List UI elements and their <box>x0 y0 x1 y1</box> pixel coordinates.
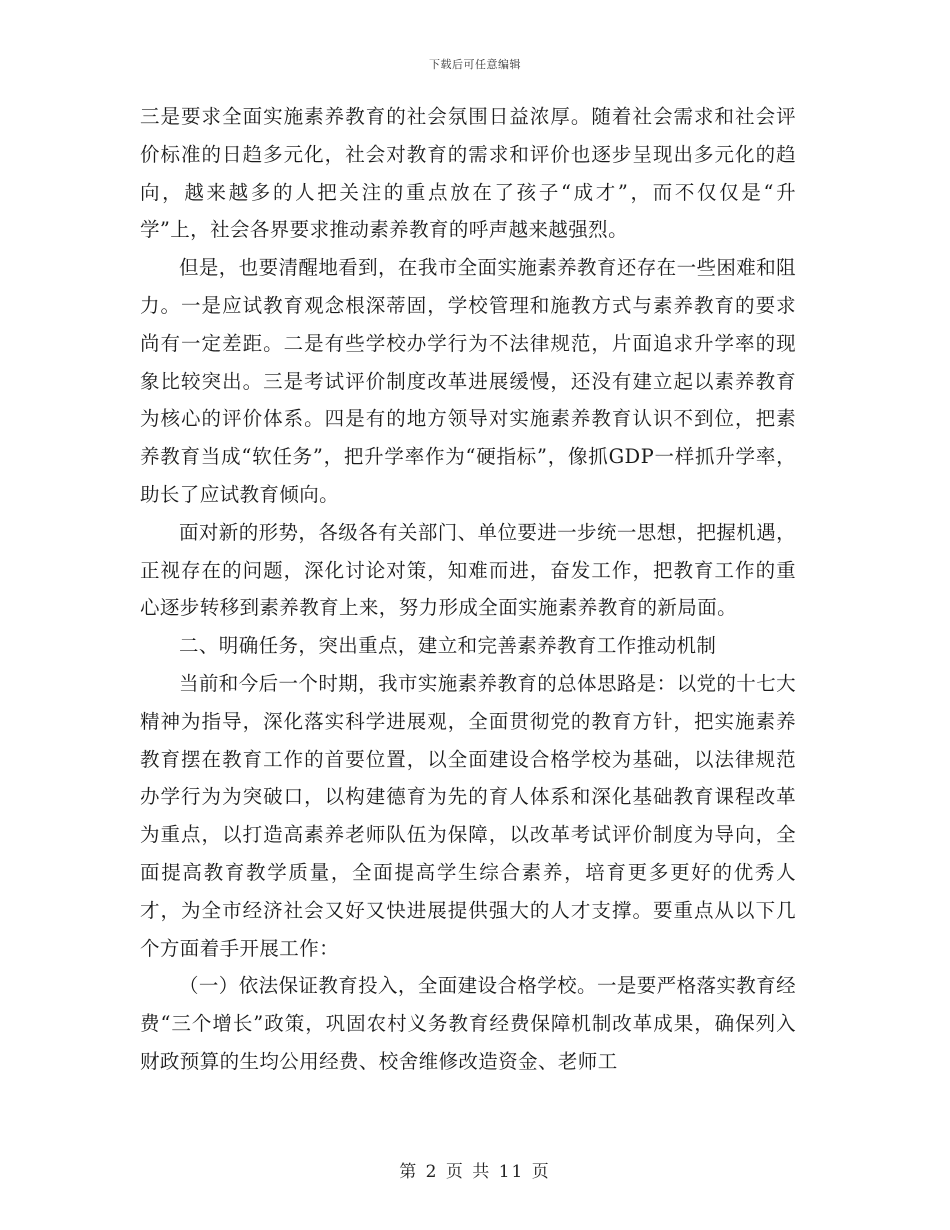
paragraph-4: 当前和今后一个时期，我市实施素养教育的总体思路是：以党的十七大精神为指导，深化落实科学进展观，全面贯彻党的教育方针，把实施素养教育摆在教育工作的首要位置，以全面建设合格学校为基础，以法律规范办学行为为突破口，以构建德育为先的育人体系和深化基础教育课程改革为重点，以打造高素养老师队伍为保障，以改革考试评价制度为导向，全面提高教育教学质量，全面提高学生综合素养，培育更多更好的优秀人才，为全市经济社会又好又快进展提供强大的人才支撑。要重点从以下几个方面着手开展工作： <box>140 671 796 960</box>
page-number: 第 2 页 共 11 页 <box>399 1162 551 1182</box>
paragraph-2: 但是，也要清醒地看到，在我市全面实施素养教育还存在一些困难和阻力。一是应试教育观念根深蒂固，学校管理和施教方式与素养教育的要求尚有一定差距。二是有些学校办学行为不法律规范，片面追求升学率的现象比较突出。三是考试评价制度改革进展缓慢，还没有建立起以素养教育为核心的评价体系。四是有的地方领导对实施素养教育认识不到位，把素养教育当成“软任务”，把升学率作为“硬指标”，像抓GDP一样抓升学率，助长了应试教育倾向。 <box>140 256 796 506</box>
paragraph-3: 面对新的形势，各级各有关部门、单位要进一步统一思想，把握机遇，正视存在的问题，深化讨论对策，知难而进，奋发工作，把教育工作的重心逐步转移到素养教育上来，努力形成全面实施素养教育的新局面。 <box>140 520 796 620</box>
page-header-note: 下载后可任意编辑 <box>429 58 521 71</box>
paragraph-1: 三是要求全面实施素养教育的社会氛围日益浓厚。随着社会需求和社会评价标准的日趋多元化，社会对教育的需求和评价也逐步呈现出多元化的趋向，越来越多的人把关注的重点放在了孩子“成才”，而不仅仅是“升学”上，社会各界要求推动素养教育的呼声越来越强烈。 <box>140 105 796 242</box>
document-body <box>140 98 796 1081</box>
section-heading: 二、明确任务，突出重点，建立和完善素养教育工作推动机制 <box>179 634 717 658</box>
paragraph-5: （一）依法保证教育投入，全面建设合格学校。一是要严格落实教育经费“三个增长”政策，巩固农村义务教育经费保障机制改革成果，确保列入财政预算的生均公用经费、校舍维修改造资金、老师工 <box>140 974 796 1073</box>
